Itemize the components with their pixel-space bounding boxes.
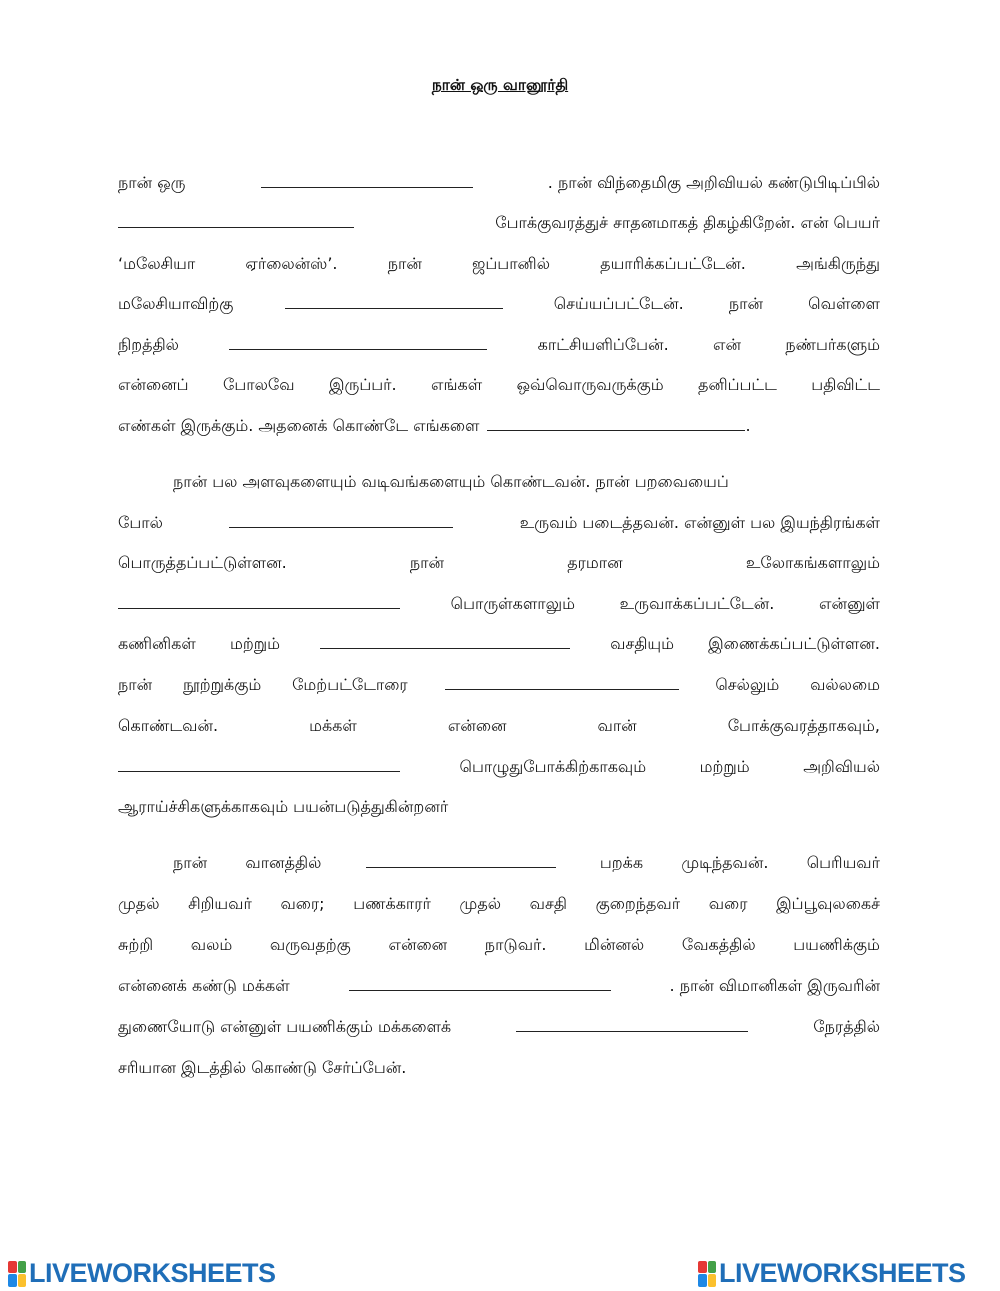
text-segment: இப்பூவுலகைச் [776,894,880,913]
p2-line-9 [118,797,880,819]
text-segment: என்னைப் [118,375,189,394]
text-segment: வருவதற்கு [269,935,351,954]
text-segment: எண்கள் இருக்கும். அதனைக் கொண்டே எங்களை [118,416,480,435]
text-segment: சுற்றி [118,935,154,954]
badge-square [708,1274,717,1287]
text-segment: அறிவியல் [803,757,880,776]
badge-square [708,1261,717,1274]
text-segment: என்னுள் [818,594,880,613]
text-segment: சரியான இடத்தில் கொண்டு சேர்ப்பேன். [118,1058,407,1077]
text-segment: இருப்பர். [328,375,397,394]
text-segment: நான் [409,553,445,572]
text-segment: உருவாக்கப்பட்டேன். [619,594,775,613]
p2-line-6 [118,675,880,697]
answer-blank-12[interactable] [349,978,611,991]
text-segment: வரை; [280,894,325,913]
text-segment: பணக்காரர் [353,894,431,913]
p2-line-2 [118,513,880,535]
text-segment: போலவே [222,375,295,394]
p2-line-7 [118,716,880,738]
answer-blank-8[interactable] [320,636,570,649]
p3-line-3 [118,935,880,957]
text-segment: . நான் விந்தைமிகு அறிவியல் கண்டுபிடிப்பில் [547,173,880,192]
p2-line-5 [118,634,880,656]
text-segment: போல் [118,513,163,532]
text-segment: காட்சியளிப்பேன். [537,335,669,354]
text-segment: பதிவிட்ட [811,375,880,394]
brand-name: LIVEWORKSHEETS [719,1258,966,1288]
p3-line-2 [118,894,880,916]
text-segment: உருவம் படைத்தவன். என்னுள் பல இயந்திரங்கள் [519,513,880,532]
answer-blank-5[interactable] [487,418,745,431]
text-segment: எங்கள் [431,375,483,394]
text-segment: வலம் [190,935,233,954]
answer-blank-6[interactable] [229,515,453,528]
text-segment: நேரத்தில் [813,1017,880,1036]
text-segment: மின்னல் [584,935,645,954]
text-segment: பொழுதுபோக்கிற்காகவும் [459,757,647,776]
text-segment: நண்பர்களும் [785,335,880,354]
text-segment: போக்குவரத்தாகவும், [727,716,880,735]
text-segment: நான் பல அளவுகளையும் வடிவங்களையும் கொண்டவன். நான் பறவையைப் [173,472,729,491]
liveworksheets-logo-left [8,1258,276,1289]
badge-square [698,1274,707,1287]
p1-line-1 [118,173,880,195]
p3-line-6 [118,1058,880,1080]
liveworksheets-logo-right [698,1258,966,1289]
text-segment: வான் [597,716,637,735]
answer-blank-10[interactable] [118,759,400,772]
p3-line-4 [118,976,880,998]
badge-square [18,1274,27,1287]
p2-line-1 [118,472,880,494]
text-segment: மேற்பட்டோரை [292,675,408,694]
text-segment: துணையோடு என்னுள் பயணிக்கும் மக்களைக் [118,1017,452,1036]
answer-blank-13[interactable] [516,1019,748,1032]
text-segment: முதல் [118,894,160,913]
text-segment: வசதி [529,894,567,913]
badge-square [8,1261,17,1274]
p3-line-5 [118,1017,880,1039]
text-segment: வரை [708,894,748,913]
text-segment: பயணிக்கும் [793,935,880,954]
worksheet-title: நான் ஒரு வானூர்தி [431,76,569,94]
text-segment: ஜப்பானில் [472,254,550,273]
logo-badge-icon [698,1261,716,1287]
text-segment: ‘மலேசியா [118,254,196,273]
badge-square [698,1261,707,1274]
p1-line-5 [118,335,880,357]
text-segment: பொருத்தப்பட்டுள்ளன. [118,553,287,572]
text-segment: நாடுவர். [484,935,547,954]
text-segment: போக்குவரத்துச் சாதனமாகத் திகழ்கிறேன். என் பெயர் [495,213,880,232]
text-segment: நான் [173,853,208,872]
p1-line-3 [118,254,880,276]
text-segment: முதல் [459,894,502,913]
p1-line-2 [118,213,880,235]
p1-line-6 [118,375,880,397]
logo-badge-icon [8,1261,26,1287]
text-segment: வேகத்தில் [681,935,756,954]
p1-line-4 [118,294,880,316]
text-segment: உலோகங்களாலும் [745,553,880,572]
text-segment: செய்யப்பட்டேன். [553,294,684,313]
p3-line-1 [118,853,880,875]
text-segment: கணினிகள் [118,634,196,653]
text-segment: கொண்டவன். [118,716,219,735]
text-segment: பெரியவர் [806,853,880,872]
p2-line-8 [118,757,880,779]
text-segment: பறக்க [599,853,644,872]
answer-blank-9[interactable] [445,677,679,690]
text-segment: நிறத்தில் [118,335,179,354]
badge-square [18,1261,27,1274]
text-segment: இணைக்கப்பட்டுள்ளன. [708,634,880,653]
answer-blank-7[interactable] [118,596,400,609]
badge-square [8,1274,17,1287]
text-segment: நூற்றுக்கும் [182,675,262,694]
text-segment: நான் ஒரு [118,173,186,192]
text-segment: தனிப்பட்ட [698,375,777,394]
text-segment: ஒவ்வொருவருக்கும் [516,375,664,394]
text-segment: செல்லும் [715,675,780,694]
text-segment: வசதியும் [610,634,675,653]
text-segment: மலேசியாவிற்கு [118,294,234,313]
text-segment: நான் [118,675,153,694]
text-segment: என்னைக் கண்டு மக்கள் [118,976,290,995]
brand-name: LIVEWORKSHEETS [29,1258,276,1288]
text-segment: . [745,416,751,435]
text-segment: அங்கிருந்து [796,254,880,273]
p2-line-4 [118,594,880,616]
answer-blank-2[interactable] [118,215,354,228]
text-segment: என் [712,335,741,354]
p1-line-7 [118,416,880,438]
text-segment: சிறியவர் [188,894,252,913]
text-segment: பொருள்களாலும் [450,594,575,613]
text-segment: ஆராய்ச்சிகளுக்காகவும் பயன்படுத்துகின்றனர் [118,797,449,816]
text-segment: ஏர்லைன்ஸ்’. [245,254,338,273]
answer-blank-11[interactable] [366,855,556,868]
text-segment: மற்றும் [229,634,280,653]
text-segment: தரமான [567,553,623,572]
answer-blank-4[interactable] [229,337,487,350]
text-segment: தயாரிக்கப்பட்டேன். [600,254,746,273]
answer-blank-3[interactable] [285,296,503,309]
text-segment: மக்கள் [309,716,357,735]
text-segment: நான் [387,254,422,273]
text-segment: வானத்தில் [245,853,322,872]
text-segment: குறைந்தவர் [595,894,681,913]
text-segment: முடிந்தவன். [681,853,769,872]
p2-line-3 [118,553,880,575]
answer-blank-1[interactable] [261,175,473,188]
text-segment: வெள்ளை [808,294,880,313]
text-segment: . நான் விமானிகள் இருவரின் [669,976,880,995]
text-segment: நான் [728,294,763,313]
text-segment: மற்றும் [699,757,750,776]
text-segment: என்னை [388,935,448,954]
text-segment: என்னை [447,716,507,735]
text-segment: வல்லமை [810,675,880,694]
